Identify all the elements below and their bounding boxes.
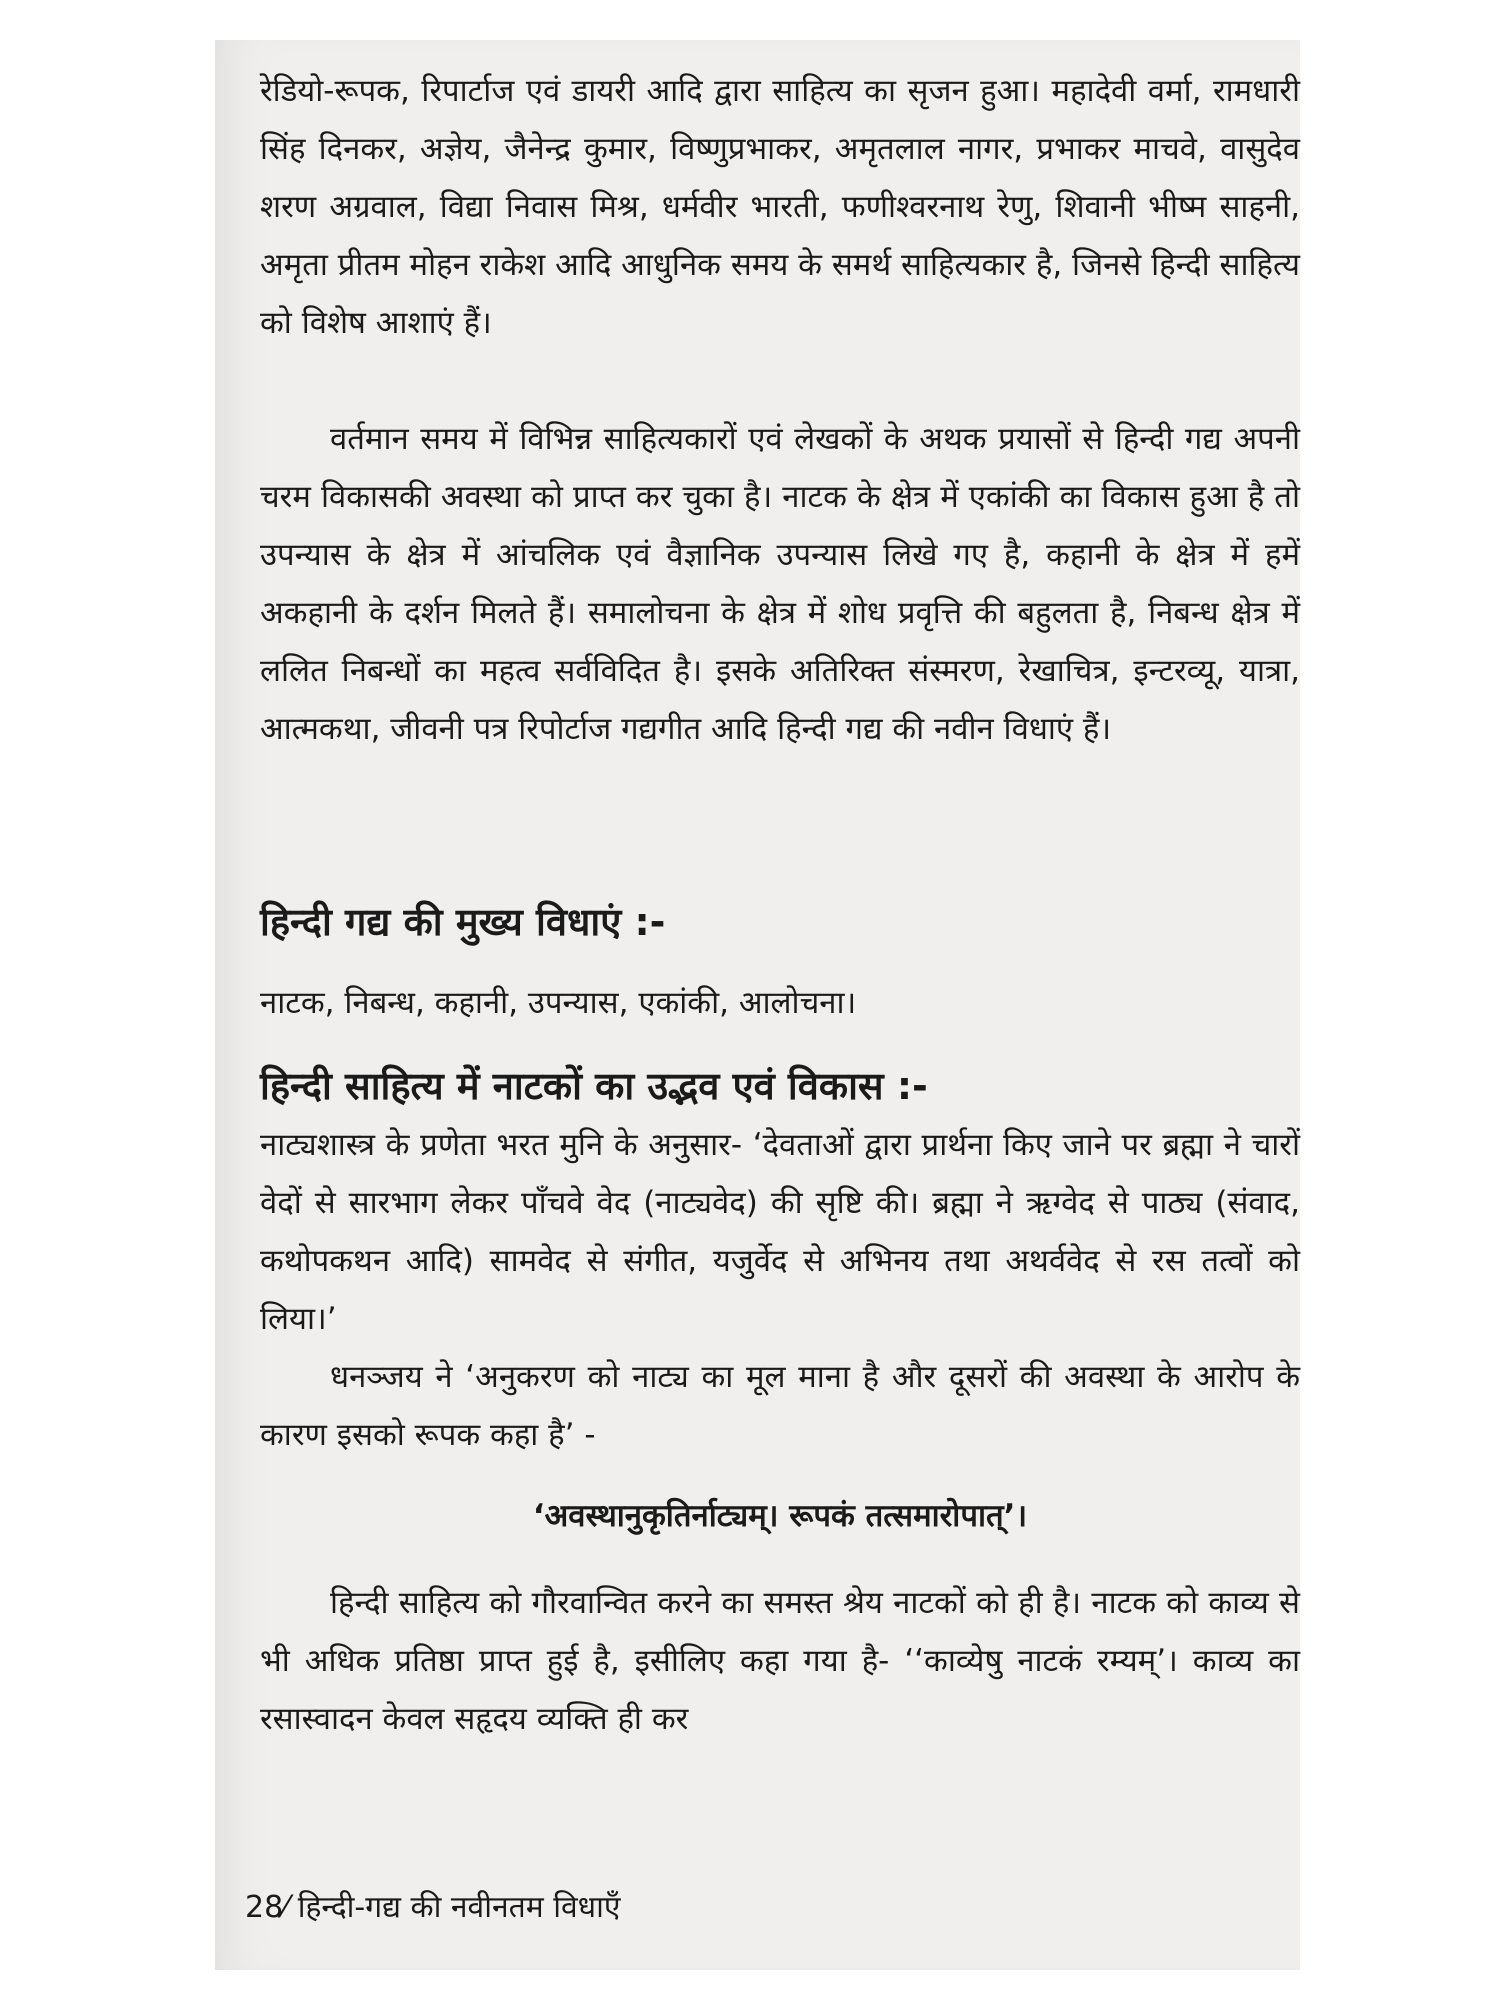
book-page	[215, 40, 1300, 1970]
sanskrit-quote: ‘अवस्थानुकृतिर्नाट्यम्। रूपकं तत्समारोपात्’।	[532, 1498, 1028, 1534]
paragraph-modern-writers: रेडियो-रूपक, रिपार्टाज एवं डायरी आदि द्वारा साहित्य का सृजन हुआ। महादेवी वर्मा, रामधारी सिंह दिनकर, अज्ञेय, जैनेन्द्र कुमार, विष्णुप्रभाकर, अमृतलाल नागर, प्रभाकर माचवे, वासुदेव शरण अग्रवाल, विद्या निवास मिश्र, धर्मवीर भारती, फणीश्वरनाथ रेणु, शिवानी भीष्म साहनी, अमृता प्रीतम मोहन राकेश आदि आधुनिक समय के समर्थ साहित्यकार है, जिनसे हिन्दी साहित्य को विशेष आशाएं हैं।	[260, 73, 1300, 341]
paragraph-genre-list: नाटक, निबन्ध, कहानी, उपन्यास, एकांकी, आलोचना।	[260, 985, 857, 1021]
heading-main-genres: हिन्दी गद्य की मुख्य विधाएं :-	[260, 900, 666, 944]
paragraph-drama-glory: हिन्दी साहित्य को गौरवान्वित करने का समस्त श्रेय नाटकों को ही है। नाटक को काव्य से भी अधिक प्रतिष्ठा प्राप्त हुई है, इसीलिए कहा गया है- ‘‘काव्येषु नाटकं रम्यम्’। काव्य का रसास्वादन केवल सहृदय व्यक्ति ही कर	[260, 1585, 1300, 1737]
heading-drama-origin: हिन्दी साहित्य में नाटकों का उद्भव एवं विकास :-	[260, 1064, 928, 1108]
paragraph-modern-prose: वर्तमान समय में विभिन्न साहित्यकारों एवं लेखकों के अथक प्रयासों से हिन्दी गद्य अपनी चरम विकासकी अवस्था को प्राप्त कर चुका है। नाटक के क्षेत्र में एकांकी का विकास हुआ है तो उपन्यास के क्षेत्र में आंचलिक एवं वैज्ञानिक उपन्यास लिखे गए है, कहानी के क्षेत्र में हमें अकहानी के दर्शन मिलते हैं। समालोचना के क्षेत्र में शोध प्रवृत्ति की बहुलता है, निबन्ध क्षेत्र में ललित निबन्धों का महत्व सर्वविदित है। इसके अतिरिक्त संस्मरण, रेखाचित्र, इन्टरव्यू, यात्रा, आत्मकथा, जीवनी पत्र रिपोर्टाज गद्यगीत आदि हिन्दी गद्य की नवीन विधाएं हैं।	[260, 421, 1300, 747]
page-footer: 28⁄ हिन्दी-गद्य की नवीनतम विधाएँ	[245, 1890, 621, 1925]
paragraph-bharat-muni: नाट्यशास्त्र के प्रणेता भरत मुनि के अनुसार- ‘देवताओं द्वारा प्रार्थना किए जाने पर ब्रह्मा ने चारों वेदों से सारभाग लेकर पाँचवे वेद (नाट्यवेद) की सृष्टि की। ब्रह्मा ने ऋग्वेद से पाठ्य (संवाद, कथोपकथन आदि) सामवेद से संगीत, यजुर्वेद से अभिनय तथा अथर्ववेद से रस तत्वों को लिया।’	[260, 1127, 1300, 1337]
page-content	[260, 62, 1300, 1748]
paragraph-dhananjay: धनञ्जय ने ‘अनुकरण को नाट्य का मूल माना है और दूसरों की अवस्था के आरोप के कारण इसको रूपक कहा है’ -	[260, 1359, 1300, 1453]
